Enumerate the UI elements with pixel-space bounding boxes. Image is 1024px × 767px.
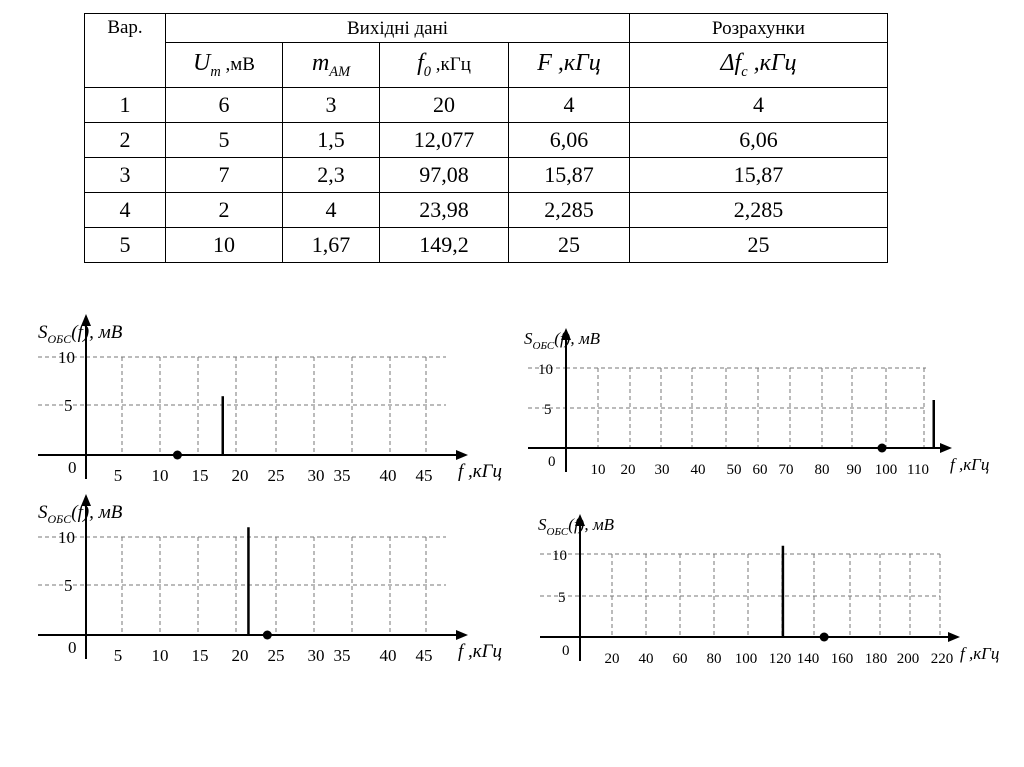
x-tick-label: 120 xyxy=(768,651,792,667)
x-tick-label: 90 xyxy=(846,462,862,478)
x-tick-label: 40 xyxy=(379,466,397,485)
x-tick-label: 70 xyxy=(778,462,794,478)
table-cell: 1,67 xyxy=(283,228,380,263)
x-tick-label: 10 xyxy=(151,646,169,665)
x-axis-label: f ,кГц xyxy=(458,641,502,662)
table-cell: 2,285 xyxy=(509,193,630,228)
header-variant: Вар. xyxy=(85,14,166,88)
y-tick-label: 0 xyxy=(68,458,77,477)
table-cell: 1,5 xyxy=(283,123,380,158)
table-cell: 20 xyxy=(380,88,509,123)
table-cell: 2,3 xyxy=(283,158,380,193)
x-tick-label: 35 xyxy=(333,466,351,485)
x-tick-label: 220 xyxy=(930,651,954,667)
x-tick-label: 25 xyxy=(267,646,285,665)
y-tick-label: 10 xyxy=(58,348,75,367)
header-calc-group: Розрахунки xyxy=(630,14,888,43)
table-cell: 97,08 xyxy=(380,158,509,193)
y-tick-label: 5 xyxy=(558,590,566,606)
x-tick-label: 30 xyxy=(307,466,325,485)
x-tick-label: 5 xyxy=(113,466,123,485)
x-tick-label: 35 xyxy=(333,646,351,665)
table-cell: 149,2 xyxy=(380,228,509,263)
carrier-dot xyxy=(820,633,829,642)
y-axis-label: $S_{ОБС}(f)$, мВ xyxy=(38,502,123,526)
y-tick-label: 0 xyxy=(562,643,570,659)
table-cell: 12,077 xyxy=(380,123,509,158)
y-tick-label: 5 xyxy=(64,576,73,595)
table-cell: 5 xyxy=(85,228,166,263)
x-axis-label: f ,кГц xyxy=(458,461,502,482)
x-tick-label: 60 xyxy=(752,462,768,478)
x-tick-label: 30 xyxy=(654,462,670,478)
table-cell: 25 xyxy=(509,228,630,263)
table-cell: 4 xyxy=(85,193,166,228)
table-cell: 6,06 xyxy=(630,123,888,158)
y-tick-label: 0 xyxy=(68,638,77,657)
table-cell: 15,87 xyxy=(509,158,630,193)
table-cell: 2 xyxy=(85,123,166,158)
x-tick-label: 60 xyxy=(672,651,688,667)
x-tick-label: 45 xyxy=(415,466,433,485)
x-tick-label: 40 xyxy=(638,651,654,667)
x-tick-label: 100 xyxy=(734,651,758,667)
table-cell: 4 xyxy=(283,193,380,228)
y-axis-label: $S_{ОБС}(f)$, мВ xyxy=(38,322,123,346)
table-cell: 5 xyxy=(166,123,283,158)
x-tick-label: 80 xyxy=(814,462,830,478)
x-tick-label: 30 xyxy=(307,646,325,665)
x-tick-label: 200 xyxy=(896,651,920,667)
table-cell: 6,06 xyxy=(509,123,630,158)
table-cell: 10 xyxy=(166,228,283,263)
table-cell: 23,98 xyxy=(380,193,509,228)
table-cell: 25 xyxy=(630,228,888,263)
y-tick-label: 10 xyxy=(58,528,75,547)
table-cell: 2 xyxy=(166,193,283,228)
y-tick-label: 10 xyxy=(552,548,567,564)
x-tick-label: 5 xyxy=(113,646,123,665)
table-cell: 2,285 xyxy=(630,193,888,228)
x-tick-label: 180 xyxy=(864,651,888,667)
col-header-f0: $f_0$ ,кГц xyxy=(380,43,509,88)
table-cell: 3 xyxy=(85,158,166,193)
x-tick-label: 110 xyxy=(907,462,929,478)
col-header-um: $U_m$ ,мВ xyxy=(166,43,283,88)
y-tick-label: 10 xyxy=(538,362,553,378)
x-tick-label: 140 xyxy=(796,651,820,667)
x-axis-label: f ,кГц xyxy=(950,455,990,474)
table-cell: 15,87 xyxy=(630,158,888,193)
x-tick-label: 80 xyxy=(706,651,722,667)
y-axis-label: $S_{ОБС}(f)$, мВ xyxy=(524,329,601,352)
y-tick-label: 5 xyxy=(64,396,73,415)
x-tick-label: 10 xyxy=(151,466,169,485)
table-cell: 3 xyxy=(283,88,380,123)
x-tick-label: 20 xyxy=(231,466,249,485)
y-tick-label: 0 xyxy=(548,454,556,470)
col-header-dfc: $\Delta f_c$ ,кГц xyxy=(630,43,888,88)
x-tick-label: 10 xyxy=(590,462,606,478)
x-tick-label: 25 xyxy=(267,466,285,485)
col-header-F: F ,кГц xyxy=(509,43,630,88)
x-tick-label: 20 xyxy=(231,646,249,665)
x-tick-label: 50 xyxy=(726,462,742,478)
x-tick-label: 15 xyxy=(191,646,209,665)
x-tick-label: 40 xyxy=(379,646,397,665)
x-tick-label: 20 xyxy=(620,462,636,478)
y-tick-label: 5 xyxy=(544,402,552,418)
x-tick-label: 45 xyxy=(415,646,433,665)
table-cell: 7 xyxy=(166,158,283,193)
x-tick-label: 15 xyxy=(191,466,209,485)
col-header-mam: $m_{AM}$ xyxy=(283,43,380,88)
x-tick-label: 20 xyxy=(604,651,620,667)
table-cell: 1 xyxy=(85,88,166,123)
x-axis-arrow xyxy=(948,632,960,642)
table-cell: 4 xyxy=(509,88,630,123)
x-tick-label: 160 xyxy=(830,651,854,667)
y-axis-label: $S_{ОБС}(f)$, мВ xyxy=(538,515,615,538)
x-tick-label: 100 xyxy=(874,462,898,478)
x-tick-label: 40 xyxy=(690,462,706,478)
x-axis-label: f ,кГц xyxy=(960,644,1000,663)
table-cell: 4 xyxy=(630,88,888,123)
table-cell: 6 xyxy=(166,88,283,123)
header-input-group: Вихідні дані xyxy=(166,14,630,43)
